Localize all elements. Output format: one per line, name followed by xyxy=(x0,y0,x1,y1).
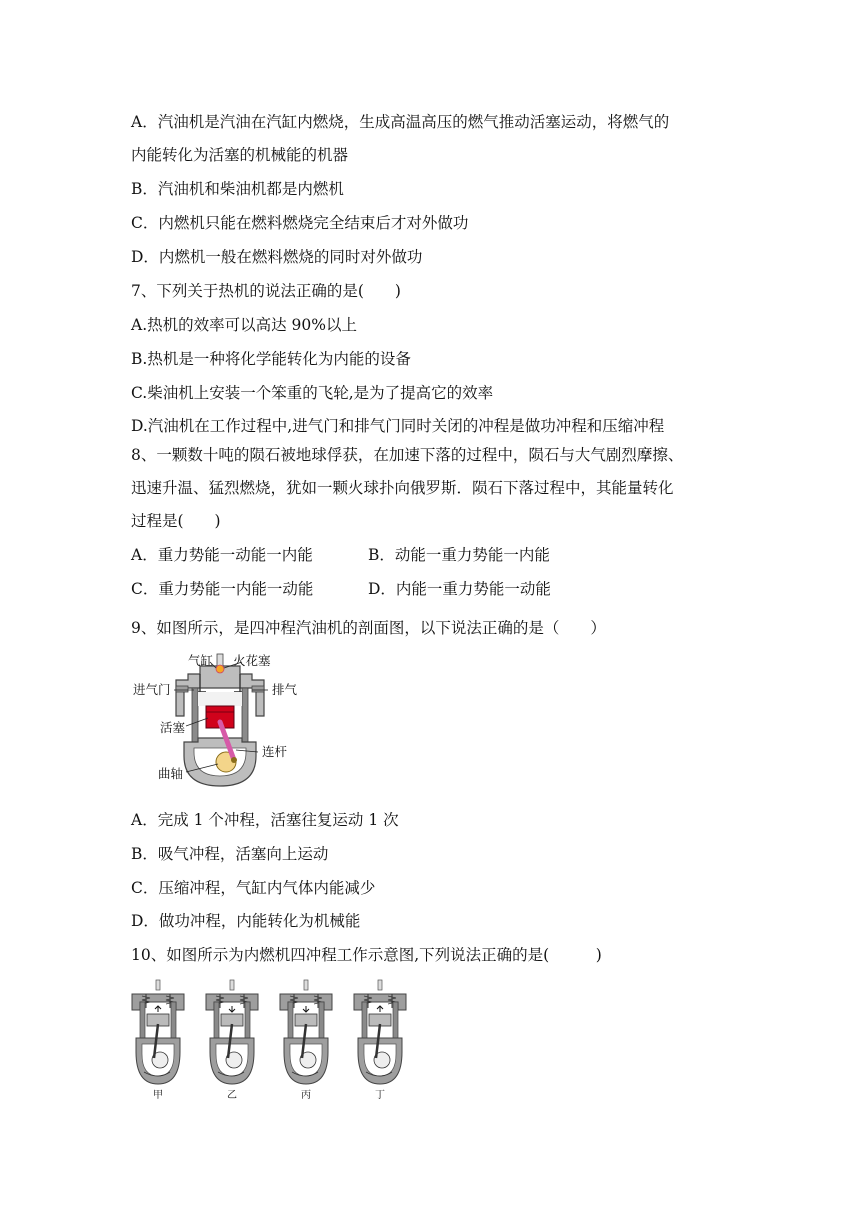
label-exhaust: 排气 xyxy=(272,682,298,697)
label-cylinder: 气缸 xyxy=(188,653,214,668)
q8-stem-line2: 迅速升温、猛烈燃烧，犹如一颗火球扑向俄罗斯．陨石下落过程中，其能量转化 xyxy=(131,479,674,497)
q8-option-b: B．动能一重力势能一内能 xyxy=(368,546,550,564)
q6-option-c: C．内燃机只能在燃料燃烧完全结束后才对外做功 xyxy=(131,214,469,232)
q7-option-b: B.热机是一种将化学能转化为内能的设备 xyxy=(131,350,411,368)
label-yi: 乙 xyxy=(227,1090,237,1101)
q7-option-c: C.柴油机上安装一个笨重的飞轮,是为了提高它的效率 xyxy=(131,384,494,402)
q9-stem: 9、如图所示，是四冲程汽油机的剖面图，以下说法正确的是（ ） xyxy=(131,619,606,637)
q6-option-b: B．汽油机和柴油机都是内燃机 xyxy=(131,180,344,198)
q8-option-a: A．重力势能一动能一内能 xyxy=(131,546,313,564)
label-jia: 甲 xyxy=(153,1090,163,1101)
q6-option-a-line1: A．汽油机是汽油在汽缸内燃烧，生成高温高压的燃气推动活塞运动，将燃气的 xyxy=(131,113,670,131)
q8-option-c: C．重力势能一内能一动能 xyxy=(131,580,314,598)
q9-option-c: C．压缩冲程，气缸内气体内能减少 xyxy=(131,879,376,897)
label-spark-plug: 火花塞 xyxy=(233,653,271,668)
q8-option-d: D．内能一重力势能一动能 xyxy=(368,580,551,598)
q7-stem: 7、下列关于热机的说法正确的是( ) xyxy=(131,282,401,300)
label-crankshaft: 曲轴 xyxy=(158,766,184,781)
q7-option-d: D.汽油机在工作过程中,进气门和排气门同时关闭的冲程是做功冲程和压缩冲程 xyxy=(131,417,665,435)
q8-stem-line1: 8、一颗数十吨的陨石被地球俘获，在加速下落的过程中，陨石与大气剧烈摩擦、 xyxy=(131,446,684,464)
q9-option-b: B．吸气冲程，活塞向上运动 xyxy=(131,845,329,863)
q7-option-a: A.热机的效率可以高达 90%以上 xyxy=(131,316,357,334)
q10-stem: 10、如图所示为内燃机四冲程工作示意图,下列说法正确的是( ) xyxy=(131,946,602,964)
label-intake-valve: 进气门 xyxy=(133,682,171,697)
q9-option-a: A．完成 1 个冲程，活塞往复运动 1 次 xyxy=(131,811,399,829)
label-ding: 丁 xyxy=(375,1090,385,1101)
q10-four-stroke-figure xyxy=(128,978,424,1102)
label-connecting-rod: 连杆 xyxy=(262,744,288,759)
q6-option-d: D．内燃机一般在燃料燃烧的同时对外做功 xyxy=(131,248,423,266)
q8-stem-line3: 过程是( ) xyxy=(131,512,221,530)
label-bing: 丙 xyxy=(301,1090,311,1101)
q9-option-d: D．做功冲程，内能转化为机械能 xyxy=(131,912,361,930)
label-piston: 活塞 xyxy=(160,720,186,735)
q9-engine-cross-section-figure xyxy=(128,652,308,792)
q6-option-a-line2: 内能转化为活塞的机械能的机器 xyxy=(131,146,349,164)
